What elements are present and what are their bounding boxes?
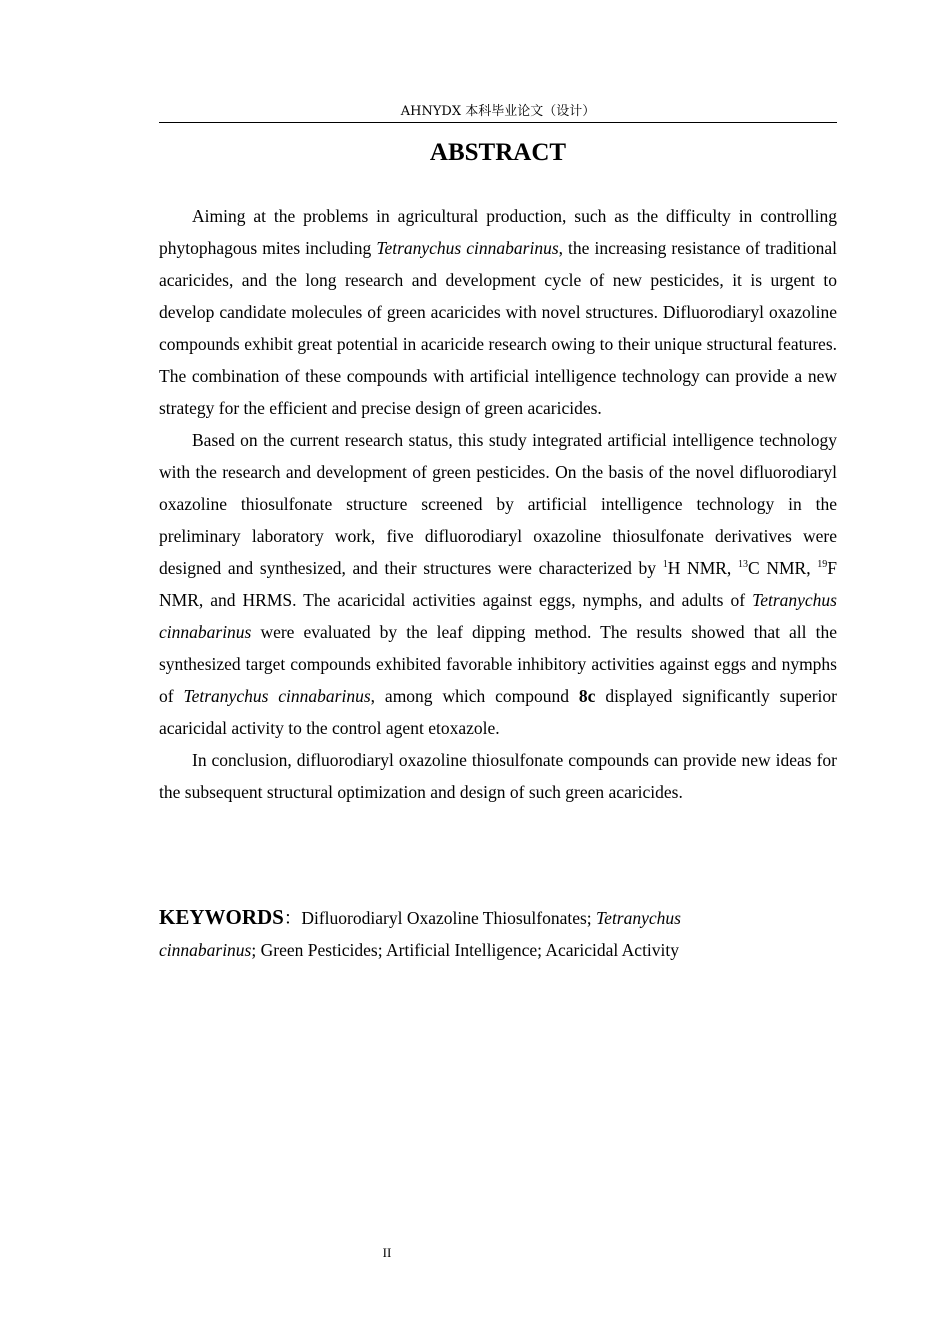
isotope-superscript-c: 13 — [737, 559, 748, 571]
abstract-body — [159, 200, 837, 808]
abstract-title: ABSTRACT — [429, 139, 567, 166]
keywords-species: Tetranychus cinnabarinus — [159, 908, 681, 960]
keywords-text-a: Difluorodiaryl Oxazoline Thiosulfonates; — [301, 908, 597, 928]
abstract-paragraph-2 — [159, 424, 837, 744]
p2-text-b: F NMR, and HRMS. The acaricidal activities against eggs, nymphs, and adults of — [159, 558, 837, 610]
p2-text-e: displayed significantly superior acaricidal activity to the control agent etoxazole. — [159, 686, 838, 738]
p2-nmr-c: C NMR, — [747, 558, 818, 578]
p2-text-d: , among which compound — [370, 686, 579, 706]
isotope-superscript-f: 19 — [817, 559, 828, 571]
p2-text-c: were evaluated by the leaf dipping method. The results showed that all the synthesized target compounds exhibited favorable inhibitory activities against eggs and nymphs of — [159, 622, 837, 706]
page-header: AHNYDX 本科毕业论文（设计） — [400, 104, 596, 119]
p2-nmr-h: H NMR, — [667, 558, 738, 578]
abstract-paragraph-3: In conclusion, difluorodiaryl oxazoline thiosulfonate compounds can provide new ideas for the subsequent structural optimization and design of such green acaricides. — [159, 750, 837, 802]
compound-label: 8c — [578, 686, 596, 706]
p1-text-b: , the increasing resistance of traditional acaricides, and the long research and development cycle of new pesticides, it is urgent to develop candidate molecules of green acaricides with novel structures. Difluorodiaryl oxazoline compounds exhibit great potential in acaricide research owing to their unique structural features. The combination of these compounds with artificial intelligence technology can provide a new strategy for the efficient and precise design of green acaricides. — [159, 238, 837, 418]
species-name: Tetranychus cinnabarinus — [159, 590, 837, 642]
keywords-text-b: ; Green Pesticides; Artificial Intelligence; Acaricidal Activity — [251, 940, 680, 960]
keywords-label: KEYWORDS — [159, 905, 284, 929]
header-rule — [159, 122, 837, 123]
keywords-line — [159, 901, 759, 966]
page-number: II — [382, 1245, 392, 1260]
p1-text-a: Aiming at the problems in agricultural production, such as the difficulty in controlling phytophagous mites including — [159, 206, 837, 258]
species-name: Tetranychus cinnabarinus — [376, 238, 559, 258]
abstract-paragraph-1 — [159, 200, 837, 424]
species-name: Tetranychus cinnabarinus — [183, 686, 371, 706]
p2-text-a: Based on the current research status, this study integrated artificial intelligence technology with the research and development of green pesticides. On the basis of the novel difluorodiaryl oxazoline thiosulfonate structure screened by artificial intelligence technology in the preliminary laboratory work, five difluorodiaryl oxazoline thiosulfonate derivatives were designed and synthesized, and their structures were characterized by — [159, 430, 837, 578]
keywords-separator: ： — [283, 908, 302, 928]
isotope-superscript-h: 1 — [662, 559, 668, 571]
